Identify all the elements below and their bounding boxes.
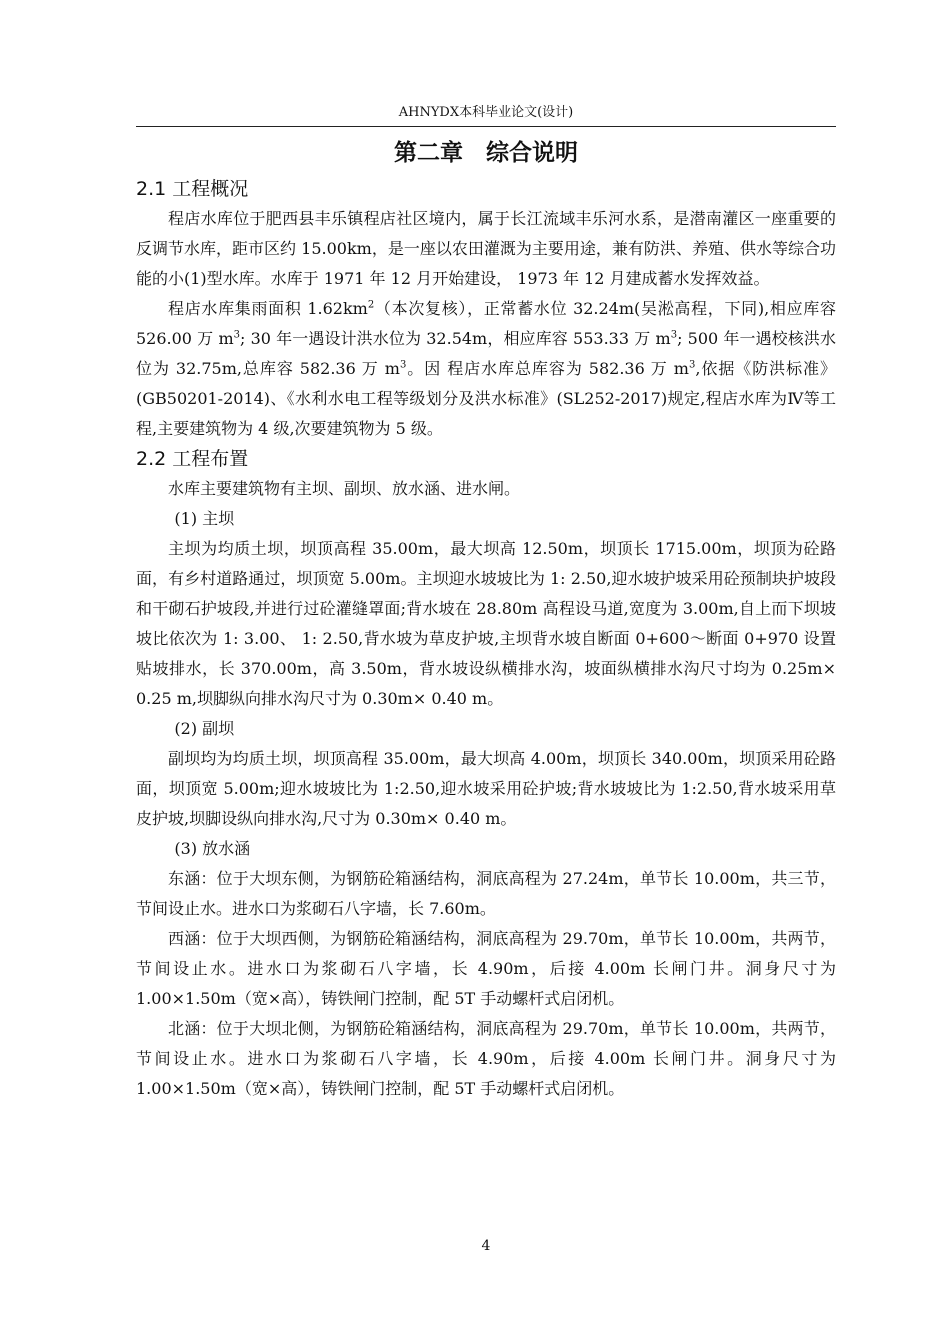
paragraph-east-culvert: 东涵：位于大坝东侧，为钢筋砼箱涵结构，洞底高程为 27.24m，单节长 10.00m，共三节，节间设止水。进水口为浆砌石八字墙，长 7.60m。 (136, 869, 836, 918)
subheading-culvert: (3) 放水涵 (174, 839, 251, 858)
paragraph-west-culvert: 西涵：位于大坝西侧，为钢筋砼箱涵结构，洞底高程为 29.70m，单节长 10.00m，共两节，节间设止水。进水口为浆砌石八字墙，长 4.90m，后接 4.00m 长闸门井。洞身尺寸为 1.00×1.50m（宽×高），铸铁闸门控制，配 5T 手动螺杆式启闭机。 (136, 929, 836, 1008)
paragraph-structures-intro: 水库主要建筑物有主坝、副坝、放水涵、进水闸。 (168, 479, 521, 498)
paragraph-north-culvert: 北涵：位于大坝北侧，为钢筋砼箱涵结构，洞底高程为 29.70m，单节长 10.00m，共两节，节间设止水。进水口为浆砌石八字墙，长 4.90m，后接 4.00m 长闸门井。洞身尺寸为 1.00×1.50m（宽×高），铸铁闸门控制，配 5T 手动螺杆式启闭机。 (136, 1019, 836, 1098)
page-content (136, 134, 836, 1104)
paragraph-catchment: 程店水库集雨面积 $1.62km^2$（本次复核），正常蓄水位 32.24m(吴淞高程，下同),相应库容 526.00 万 $m^3$; 30 年一遇设计洪水位为 32.54m，相应库容 553.33 万 $m^3$; 500 年一遇校核洪水位为 32.75m,总库容 582.36 万 $m^3$。因 程店水库总库容为 582.36 万 $m^3$,依据《防洪标准》(GB50201-2014)、《水利水电工程等级划分及洪水标准》(SL252-2017)规定,程店水库为Ⅳ等工程,主要建筑物为 4 级,次要建筑物为 5 级。 (136, 299, 836, 438)
section-heading-2-1: 2.1 工程概况 (136, 178, 249, 200)
paragraph-overview: 程店水库位于肥西县丰乐镇程店社区境内，属于长江流域丰乐河水系，是潜南灌区一座重要的反调节水库，距市区约 15.00km，是一座以农田灌溉为主要用途，兼有防洪、养殖、供水等综合功能的小(1)型水库。水库于 1971 年 12 月开始建设， 1973 年 12 月建成蓄水发挥效益。 (136, 209, 836, 288)
subheading-aux-dam: (2) 副坝 (174, 719, 235, 738)
chapter-title: 第二章 综合说明 (394, 140, 578, 166)
page-number: 4 (481, 1238, 491, 1254)
section-heading-2-2: 2.2 工程布置 (136, 448, 249, 470)
paragraph-main-dam: 主坝为均质土坝，坝顶高程 35.00m，最大坝高 12.50m，坝顶长 1715.00m，坝顶为砼路面，有乡村道路通过，坝顶宽 5.00m。主坝迎水坡坡比为 1: 2.50,迎水坡护坡采用砼预制块护坡段和干砌石护坡段,并进行过砼灌缝罩面;背水坡在 28.80m 高程设马道,宽度为 3.00m,自上而下坝坡坡比依次为 1: 3.00、 1: 2.50,背水坡为草皮护坡,主坝背水坡自断面 0+600～断面 0+970 设置贴坡排水，长 370.00m，高 3.50m，背水坡设纵横排水沟，坡面纵横排水沟尺寸均为 0.25m× 0.25 m,坝脚纵向排水沟尺寸为 0.30m× 0.40 m。 (136, 539, 836, 708)
running-header: AHNYDX本科毕业论文(设计) (398, 105, 574, 120)
subheading-main-dam: (1) 主坝 (174, 509, 235, 528)
paragraph-aux-dam: 副坝均为均质土坝，坝顶高程 35.00m，最大坝高 4.00m，坝顶长 340.00m，坝顶采用砼路面，坝顶宽 5.00m;迎水坡坡比为 1:2.50,迎水坡采用砼护坡;背水坡坡比为 1:2.50,背水坡采用草皮护坡,坝脚设纵向排水沟,尺寸为 0.30m× 0.40 m。 (136, 749, 836, 828)
header-rule (136, 126, 836, 127)
